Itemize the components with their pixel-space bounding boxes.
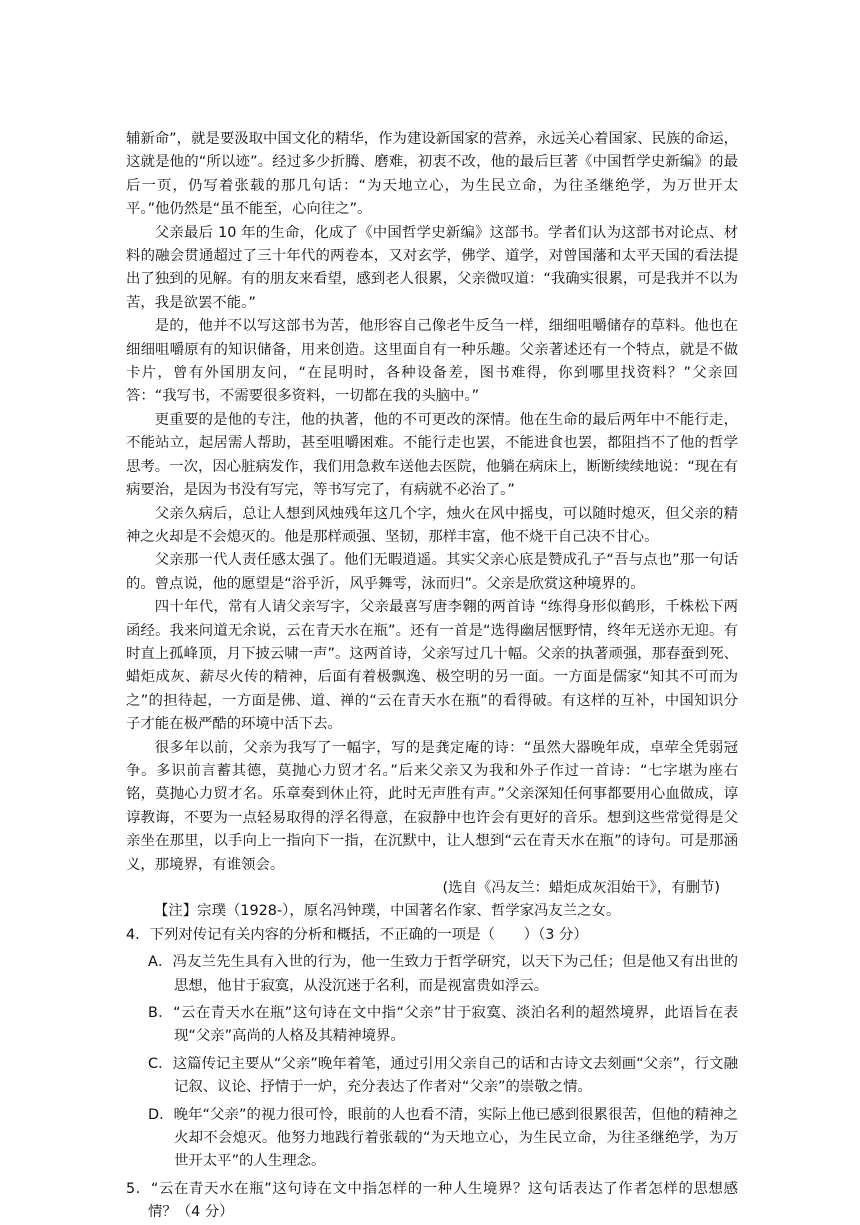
option-d: D．晚年“父亲”的视力很可怜，眼前的人也看不清，实际上他已感到很累很苦，但他的精神之火却不会熄灭。他努力地践行着张载的“为天地立心，为生民立命，为往圣继绝学，为万世开太平”的人生理念。 — [148, 1106, 738, 1170]
article-paragraph: 是的，他并不以写这部书为苦，他形容自己像老牛反刍一样，细细咀嚼储存的草料。他也在细细咀嚼原有的知识储备，用来创造。这里面自有一种乐趣。父亲著述还有一个特点，就是不做卡片，曾有外国朋友问，“在昆明时，各种设备差，图书难得，你到哪里找资料？”父亲回答：“我写书，不需要很多资料，一切都在我的头脑中。” — [126, 318, 738, 405]
option-a: A．冯友兰先生具有入世的行为，他一生致力于哲学研究，以天下为己任；但是他又有出世的思想，他甘于寂寞，从没沉迷于名利，而是视富贵如浮云。 — [148, 954, 738, 994]
article-paragraph: 父亲那一代人责任感太强了。他们无暇逍遥。其实父亲心底是赞成孔子“吾与点也”那一句话的。曾点说，他的愿望是“浴乎沂，风乎舞雩，泳而归”。父亲是欣赏这种境界的。 — [126, 552, 738, 592]
question-stem: 4．下列对传记有关内容的分析和概括，不正确的一项是（ ）（3 分） — [126, 926, 588, 943]
article-paragraph: 四十年代，常有人请父亲写字，父亲最喜写唐李翱的两首诗 “练得身形似鹤形，千株松下两函经。我来问道无余说，云在青天水在瓶”。还有一首是“选得幽居惬野情，终年无送亦无迎。有时直上孤峰顶，月下披云啸一声”。这两首诗，父亲写过几十幅。父亲的执著顽强，那春蚕到死、蜡炬成灰、薪尽火传的精神，后面有着极飘逸、极空明的另一面。一方面是儒家“知其不可而为之”的担待起，一方面是佛、道、禅的“云在青天水在瓶”的看得破。有这样的互补，中国知识分子才能在极严酷的环境中活下去。 — [126, 599, 738, 733]
article-paragraph: 父亲久病后，总让人想到风烛残年这几个字，烛火在风中摇曳，可以随时熄灭，但父亲的精神之火却是不会熄灭的。他是那样顽强、坚韧，那样丰富，他不烧干自己决不甘心。 — [126, 505, 738, 545]
source-citation: (选自《冯友兰：蜡炬成灰泪始干》，有删节) — [442, 880, 720, 896]
author-note: 【注】宗璞（1928-），原名冯钟璞，中国著名作家、哲学家冯友兰之女。 — [154, 903, 621, 920]
article-body — [126, 128, 738, 1225]
option-b: B．“云在青天水在瓶”这句诗在文中指“父亲”甘于寂寞、淡泊名利的超然境界，此语旨在表现“父亲”高尚的人格及其精神境界。 — [148, 1005, 738, 1045]
option-c: C．这篇传记主要从“父亲”晚年着笔，通过引用父亲自己的话和古诗文去刻画“父亲”，行文融记叙、议论、抒情于一炉，充分表达了作者对“父亲”的崇敬之情。 — [148, 1055, 738, 1096]
article-paragraph: 辅新命”，就是要汲取中国文化的精华，作为建设新国家的营养，永远关心着国家、民族的命运，这就是他的“所以迹”。经过多少折腾、磨难，初衷不改，他的最后巨著《中国哲学史新编》的最后一页，仍写着张载的那几句话：“为天地立心，为生民立命，为往圣继绝学，为万世开太平。”他仍然是“虽不能至，心向往之”。 — [126, 131, 738, 218]
article-paragraph: 父亲最后 10 年的生命，化成了《中国哲学史新编》这部书。学者们认为这部书对论点、材料的融会贯通超过了三十年代的两卷本，又对玄学，佛学、道学，对曾国藩和太平天国的看法提出了独到的见解。有的朋友来看望，感到老人很累，父亲微叹道：“我确实很累，可是我并不以为苦，我是欲罢不能。” — [126, 224, 738, 311]
article-paragraph: 很多年以前，父亲为我写了一幅字，写的是龚定庵的诗：“虽然大器晚年成，卓荦全凭弱冠争。多识前言蓄其德，莫抛心力贸才名。”后来父亲又为我和外子作过一首诗：“七字堪为座右铭，莫抛心力贸才名。乐章奏到休止符，此时无声胜有声。”父亲深知任何事都要用心血做成，谆谆教诲，不要为一点轻易取得的浮名得意，在寂静中也许会有更好的音乐。想到这些常觉得是父亲坐在那里，以手向上一指向下一指，在沉默中，让人想到“云在青天水在瓶”的诗句。可是那涵义，那境界，有谁领会。 — [126, 739, 738, 873]
question-4 — [126, 924, 738, 1174]
question-stem: 5．“云在青天水在瓶”这句诗在文中指怎样的一种人生境界？这句话表达了作者怎样的思想感情？（4 分） — [126, 1180, 738, 1221]
question-5 — [126, 1178, 738, 1225]
article-paragraph: 更重要的是他的专注，他的执著，他的不可更改的深情。他在生命的最后两年中不能行走，不能站立，起居需人帮助，甚至咀嚼困难。不能行走也罢，不能进食也罢，都阻挡不了他的哲学思考。一次，因心脏病发作，我们用急救车送他去医院，他躺在病床上，断断续续地说：“现在有病要治，是因为书没有写完，等书写完了，有病就不必治了。” — [126, 411, 738, 499]
